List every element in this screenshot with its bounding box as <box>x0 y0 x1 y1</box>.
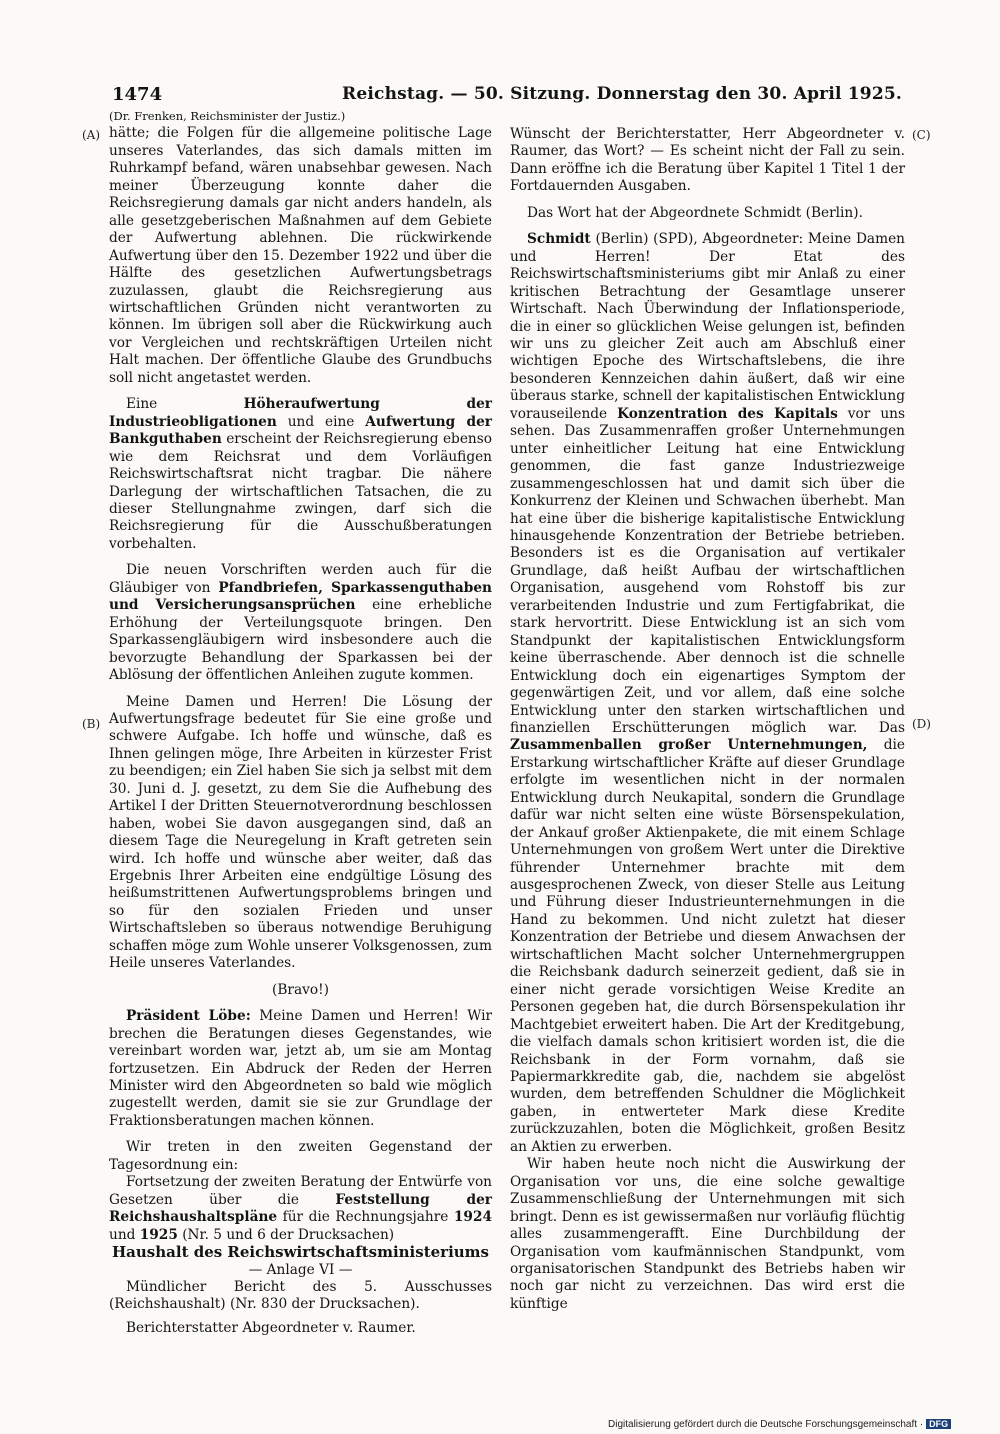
emphasis: Konzentration des Kapitals <box>617 405 838 422</box>
speaker-attribution: (Dr. Frenken, Reichsminister der Justiz.) <box>109 109 346 123</box>
speaker-name: Schmidt <box>527 231 591 248</box>
budget-title: Haushalt des Reichswirtschaftsministeriums <box>112 1243 489 1262</box>
page-number: 1474 <box>112 84 163 105</box>
margin-mark-d: (D) <box>912 717 931 731</box>
emphasis: Pfandbriefen, Sparkassenguthaben und Versicherungsansprüchen <box>109 579 492 614</box>
digitization-credit: Digitalisierung gefördert durch die Deutsche Forschungsgemeinschaft · DFG <box>608 1419 951 1430</box>
paragraph: Das Wort hat der Abgeordnete Schmidt (Berlin). <box>527 204 863 221</box>
right-column <box>510 126 905 1313</box>
paragraph: Wir haben heute noch nicht die Auswirkung der Organisation vor uns, die eine solche gewaltige Zusammenschließung der Unternehmungen mit sich bringt. Denn es ist gewissermaßen nur vorläufig flüchtig alles zusammengerafft. Eine Durchbildung der Organisation vom kaufmännischen Standpunkt, vom organisatorischen Standpunkt des Betriebs haben wir noch gar nicht zu verzeichnen. Das wird erst die künftige <box>510 1156 905 1312</box>
speaker-name: Präsident Löbe: <box>126 1008 251 1025</box>
interjection: (Bravo!) <box>272 981 329 998</box>
margin-mark-a: (A) <box>82 128 101 142</box>
emphasis: Höheraufwertung der Industrieobligationen <box>109 396 492 430</box>
paragraph: Die neuen Vorschriften werden auch für die Gläubiger von Pfandbriefen, Sparkassenguthaben und Versicherungsansprüchen eine erhebliche Erhöhung der Verteilungsquote bringen. Den Sparkassengläubigern wird insbesondere auch die bevorzugte Behandlung der Sparkassen bei der Ablösung der öffentlichen Anleihen zugute kommen. <box>109 562 492 684</box>
paragraph: hätte; die Folgen für die allgemeine politische Lage unseres Vaterlandes, das sich damals mitten im Ruhrkampf befand, wären unabsehbar gewesen. Nach meiner Überzeugung konnte daher die Reichsregierung damals gar nicht anders handeln, als alle gesetzgeberischen Maßnahmen auf dem Gebiete der Aufwertung ablehnen. Die rückwirkende Aufwertung über den 15. Dezember 1922 und über die Hälfte des gesetzlichen Aufwertungsbetrags zuzulassen, glaubt die Reichsregierung aus wirtschaftlichen Gründen nicht verantworten zu können. Im übrigen soll aber die Rückwirkung auch vor Vergleichen und rechtskräftigen Urteilen nicht Halt machen. Der öffentliche Glaube des Grundbuchs soll nicht angetastet werden. <box>109 125 492 386</box>
paragraph: Wünscht der Berichterstatter, Herr Abgeordneter v. Raumer, das Wort? — Es scheint nicht der Fall zu sein. Dann eröffne ich die Beratung über Kapitel 1 Titel 1 der Fortdauernden Ausgaben. <box>510 126 905 195</box>
annex-label: — Anlage VI — <box>248 1261 353 1278</box>
paragraph: Meine Damen und Herren! Die Lösung der Aufwertungsfrage bedeutet für Sie eine große und schwere Aufgabe. Ich hoffe und wünsche, daß es Ihnen gelingen möge, Ihre Arbeiten in kürzester Frist zu beendigen; ein Ziel haben Sie sich ja selbst mit dem 30. Juni d. J. gesetzt, zu dem Sie die Aufhebung des Artikel I der Dritten Steuernotverordnung beschlossen haben, wobei Sie davon ausgegangen sind, daß an diesem Tage die Neuregelung in Kraft getreten sein wird. Ich hoffe und wünsche aber weiter, daß das Ergebnis Ihrer Arbeiten eine endgültige Lösung des heißumstrittenen Aufwertungsproblems bringen und so für den sozialen Frieden und unser Wirtschaftsleben so überaus notwendige Beruhigung schaffen möge zum Wohle unserer Volksgenossen, zum Heile unseres Vaterlandes. <box>109 693 492 972</box>
left-column <box>109 108 492 1337</box>
margin-mark-c: (C) <box>912 128 931 142</box>
report-line: Mündlicher Bericht des 5. Ausschusses (Reichshaushalt) (Nr. 830 der Drucksachen). <box>109 1279 492 1313</box>
margin-mark-b: (B) <box>82 717 101 731</box>
running-title: Reichstag. — 50. Sitzung. Donnerstag den 30. April 1925. <box>342 84 902 104</box>
paragraph: Wir treten in den zweiten Gegenstand der Tagesordnung ein: <box>109 1139 492 1173</box>
emphasis: Feststellung der Reichshaushaltspläne <box>109 1191 492 1226</box>
emphasis: Zusammenballen großer Unternehmungen, <box>510 737 868 754</box>
emphasis: Aufwertung der Bankguthaben <box>109 413 492 448</box>
agenda-item: Fortsetzung der zweiten Beratung der Entwürfe von Gesetzen über die Feststellung der Reichshaushaltspläne für die Rechnungsjahre 1924 und 1925 (Nr. 5 und 6 der Drucksachen) <box>109 1174 492 1243</box>
page-header <box>112 84 902 108</box>
rapporteur-line: Berichterstatter Abgeordneter v. Raumer. <box>126 1319 416 1336</box>
paragraph: Präsident Löbe: Meine Damen und Herren! Wir brechen die Beratungen dieses Gegenstandes, wie vereinbart worden war, jetzt ab, um sie am Montag fortzusetzen. Ein Abdruck der Reden der Herren Minister wird den Abgeordneten so bald wie möglich zugestellt werden, damit sie sie zur Grundlage der Fraktionsberatungen machen können. <box>109 1008 493 1129</box>
paragraph: Schmidt (Berlin) (SPD), Abgeordneter: Meine Damen und Herren! Der Etat des Reichswirtschaftsministeriums gibt mir Anlaß zu einer kritischen Betrachtung der Gesamtlage unserer Wirtschaft. Nach Überwindung der Inflationsperiode, die in einer so glücklichen Weise gelungen ist, befinden wir uns zu gleicher Zeit auch am Abschluß einer wichtigen Epoche des Wirtschaftslebens, die ihre besonderen Kennzeichen dahin äußert, daß wir eine überaus starke, schnell der kapitalistischen Entwicklung vorauseilende Konzentration des Kapitals vor uns sehen. Das Zusammenraffen großer Unternehmungen unter einheitlicher Leitung hat eine Entwicklung genommen, die fast ganze Industriezweige zusammengeschlossen hat und damit sich über die Konkurrenz der Kleinen und Schwachen überhebt. Man hat eine über die bisherige kapitalistische Entwicklung hinausgehende Konzentration der Betriebe betrieben. Besonders ist es die Organisation auf vertikaler Grundlage, daß heißt Aufbau der wirtschaftlichen Organisation, ausgehend vom Rohstoff bis zur verarbeitenden Industrie und zum Fertigfabrikat, die stark hervortritt. Diese Entwicklung ist an sich vom Standpunkt der kapitalistischen Entwicklungsform keine überraschende. Aber dennoch ist die schnelle Entwicklung doch ein eigenartiges Symptom der gegenwärtigen Zeit, und vor allem, daß eine solche Entwicklung unter den starken wirtschaftlichen und finanziellen Erschütterungen möglich war. Das Zusammenballen großer Unternehmungen, die Erstarkung wirtschaftlicher Kräfte auf dieser Grundlage erfolgte im wesentlichen nicht in der normalen Entwicklung durch Neukapital, sondern die Grundlage dafür war nicht selten eine wüste Börsenspekulation, der Ankauf großer Aktienpakete, die mit einem Schlage Unternehmungen von großem Wert unter die Direktive führender Unternehmer brachte mit dem ausgesprochenen Zweck, von dieser Stelle aus Leitung und Führung dieser Industrieunternehmungen in die Hand zu bekommen. Und nicht zuletzt hat dieser Konzentration der Betriebe und diesem Anwachsen der wirtschaftlichen Macht solcher Unternehmergruppen die Reichsbank dadurch seinerzeit gedient, daß sie in einer nicht gerade vorsichtigen Weise Kredite an Personen gegeben hat, die durch Börsenspekulation ihr Machtgebiet erweitert haben. Die Art der Kreditgebung, die vielfach damals schon kritisiert worden ist, die die Reichsbank in der Form vornahm, daß sie Papiermarkkredite gab, die, nachdem sie abgelöst wurden, dem betreffenden Schuldner die Möglichkeit gaben, in entwerteter Mark diese Kredite zurückzuzahlen, boten die Möglichkeit, großen Besitz an Aktien zu erwerben. <box>510 231 906 1155</box>
paragraph: Eine Höheraufwertung der Industrieobligationen und eine Aufwertung der Bankguthaben erscheint der Reichsregierung ebenso wie dem Reichsrat und dem Vorläufigen Reichswirtschaftsrat nicht tragbar. Die nähere Darlegung der wirtschaftlichen Tatsachen, die zu dieser Stellungnahme zwingen, darf sich die Reichsregierung für die Ausschußberatungen vorbehalten. <box>109 396 492 552</box>
dfg-logo: DFG <box>926 1419 951 1429</box>
